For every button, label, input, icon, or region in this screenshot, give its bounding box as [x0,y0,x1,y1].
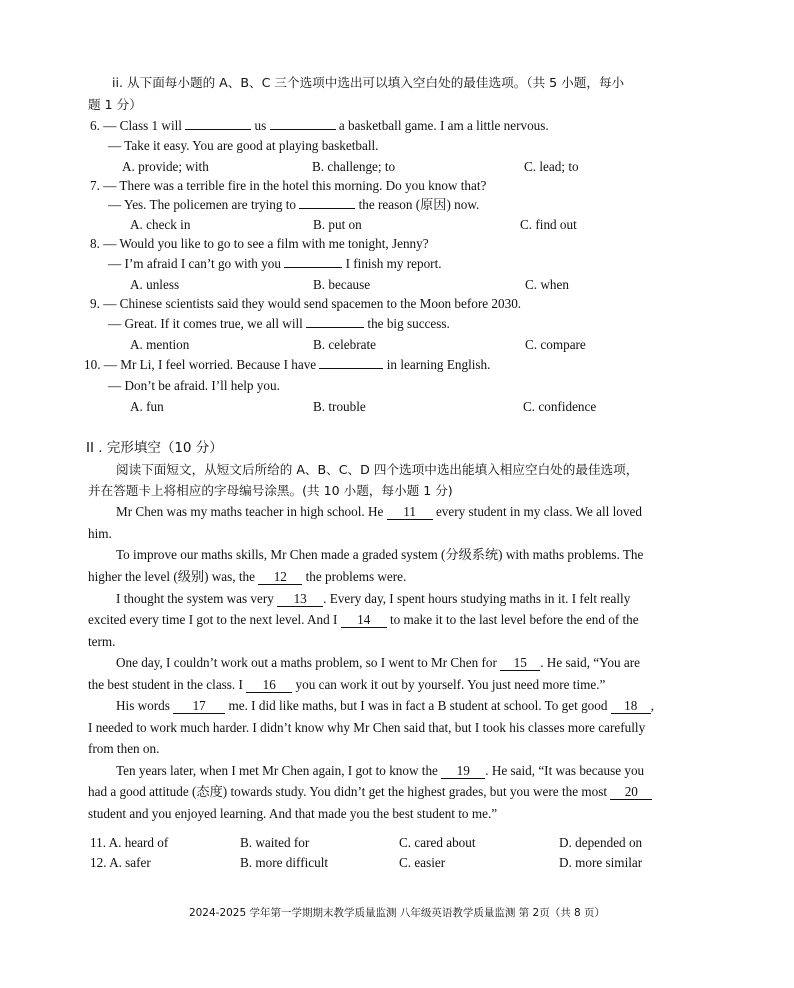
cloze-blank-17: 17 [173,699,225,714]
cloze-paragraph-5-end: from then on. [88,741,160,756]
answer-blank [270,117,336,130]
cloze-blank-12: 12 [258,570,302,585]
question-8: 8. — Would you like to go to see a film with me tonight, Jenny? [90,236,429,251]
choice-11-c: C. cared about [399,835,476,850]
cloze-blank-19: 19 [441,764,485,779]
cloze-blank-15: 15 [500,656,540,671]
answer-blank [299,196,355,209]
cloze-blank-16: 16 [246,678,292,693]
cloze-paragraph-4-cont: the best student in the class. I 16 you can work it out by yourself. You just need more time.” [88,677,606,692]
answer-blank [284,255,342,268]
q7-option-c: C. find out [520,217,577,232]
q6-option-a: A. provide; with [122,159,209,174]
question-7: 7. — There was a terrible fire in the hotel this morning. Do you know that? [90,178,487,193]
cloze-blank-14: 14 [341,613,387,628]
cloze-instruction: 阅读下面短文，从短文后所给的 A、B、C、D 四个选项中选出能填入相应空白处的最佳选项， [116,462,639,477]
q8-option-b: B. because [313,277,371,292]
q9-option-a: A. mention [130,337,190,352]
choice-12-b: B. more difficult [240,855,329,870]
cloze-paragraph-3-cont: excited every time I got to the next level. And I 14 to make it to the last level before the end of the [88,612,639,627]
q7-option-b: B. put on [313,217,362,232]
cloze-paragraph-2: To improve our maths skills, Mr Chen made a graded system (分级系统) with maths problems. The [116,547,644,562]
q8-option-a: A. unless [130,277,180,292]
choice-12: 12. A. safer [90,855,151,870]
cloze-paragraph-6-cont: had a good attitude (态度) towards study. You didn’t get the highest grades, but you were the most 20 [88,783,652,801]
cloze-paragraph-3: I thought the system was very 13 . Every day, I spent hours studying maths in it. I felt really [116,591,631,606]
q10-option-b: B. trouble [313,399,366,414]
q9-option-c: C. compare [525,337,586,352]
part-ii-instruction-cont: 题 1 分） [88,97,142,112]
cloze-instruction-cont: 并在答题卡上将相应的字母编号涂黑。(共 10 小题，每小题 1 分) [88,483,453,498]
q8-option-c: C. when [525,277,569,292]
part-ii-instruction: ii. 从下面每小题的 A、B、C 三个选项中选出可以填入空白处的最佳选项。（共 5 小题，每小 [112,75,625,90]
answer-blank [185,117,251,130]
choice-11-d: D. depended on [559,835,643,850]
q9-option-b: B. celebrate [313,337,376,352]
cloze-blank-18: 18 [611,699,651,714]
cloze-paragraph-1-cont: him. [88,526,112,541]
question-9-response: — Great. If it comes true, we all will the big success. [108,316,450,331]
cloze-paragraph-5-cont: I needed to work much harder. I didn’t know why Mr Chen said that, but I took his classes more carefully [88,720,646,735]
question-6-response: — Take it easy. You are good at playing basketball. [108,138,379,153]
question-6: 6. — Class 1 will us a basketball game. I am a little nervous. [90,118,549,133]
choice-11: 11. A. heard of [90,835,169,850]
question-10: 10. — Mr Li, I feel worried. Because I have in learning English. [84,357,491,372]
cloze-blank-11: 11 [387,505,433,520]
cloze-paragraph-6: Ten years later, when I met Mr Chen again, I got to know the 19 . He said, “It was because you [116,763,645,778]
question-8-response: — I’m afraid I can’t go with you I finish my report. [108,256,442,271]
q10-option-a: A. fun [130,399,164,414]
answer-blank [319,356,383,369]
q10-option-c: C. confidence [523,399,597,414]
choice-12-d: D. more similar [559,855,643,870]
question-10-response: — Don’t be afraid. I’ll help you. [108,378,280,393]
cloze-section-title: II . 完形填空（10 分） [86,440,223,456]
page-footer: 2024-2025 学年第一学期期末教学质量监测 八年级英语教学质量监测 第 2页（共 8 页） [188,907,606,919]
q6-option-c: C. lead; to [524,159,579,174]
cloze-paragraph-3-end: term. [88,634,116,649]
cloze-paragraph-2-cont: higher the level (级别) was, the 12 the problems were. [88,569,407,584]
q7-option-a: A. check in [130,217,191,232]
cloze-paragraph-5: His words 17 me. I did like maths, but I was in fact a B student at school. To get good 18 , [116,698,655,713]
question-7-response: — Yes. The policemen are trying to the reason (原因) now. [108,197,480,212]
cloze-paragraph-6-end: student and you enjoyed learning. And that made you the best student to me.” [88,806,498,821]
choice-11-b: B. waited for [240,835,310,850]
cloze-blank-20: 20 [610,785,652,800]
cloze-paragraph-1: Mr Chen was my maths teacher in high school. He 11 every student in my class. We all loved [116,504,642,519]
answer-blank [306,315,364,328]
q6-option-b: B. challenge; to [312,159,396,174]
choice-12-c: C. easier [399,855,446,870]
cloze-paragraph-4: One day, I couldn’t work out a maths problem, so I went to Mr Chen for 15 . He said, “You are [116,655,640,670]
question-9: 9. — Chinese scientists said they would send spacemen to the Moon before 2030. [90,296,522,311]
cloze-blank-13: 13 [277,592,323,607]
